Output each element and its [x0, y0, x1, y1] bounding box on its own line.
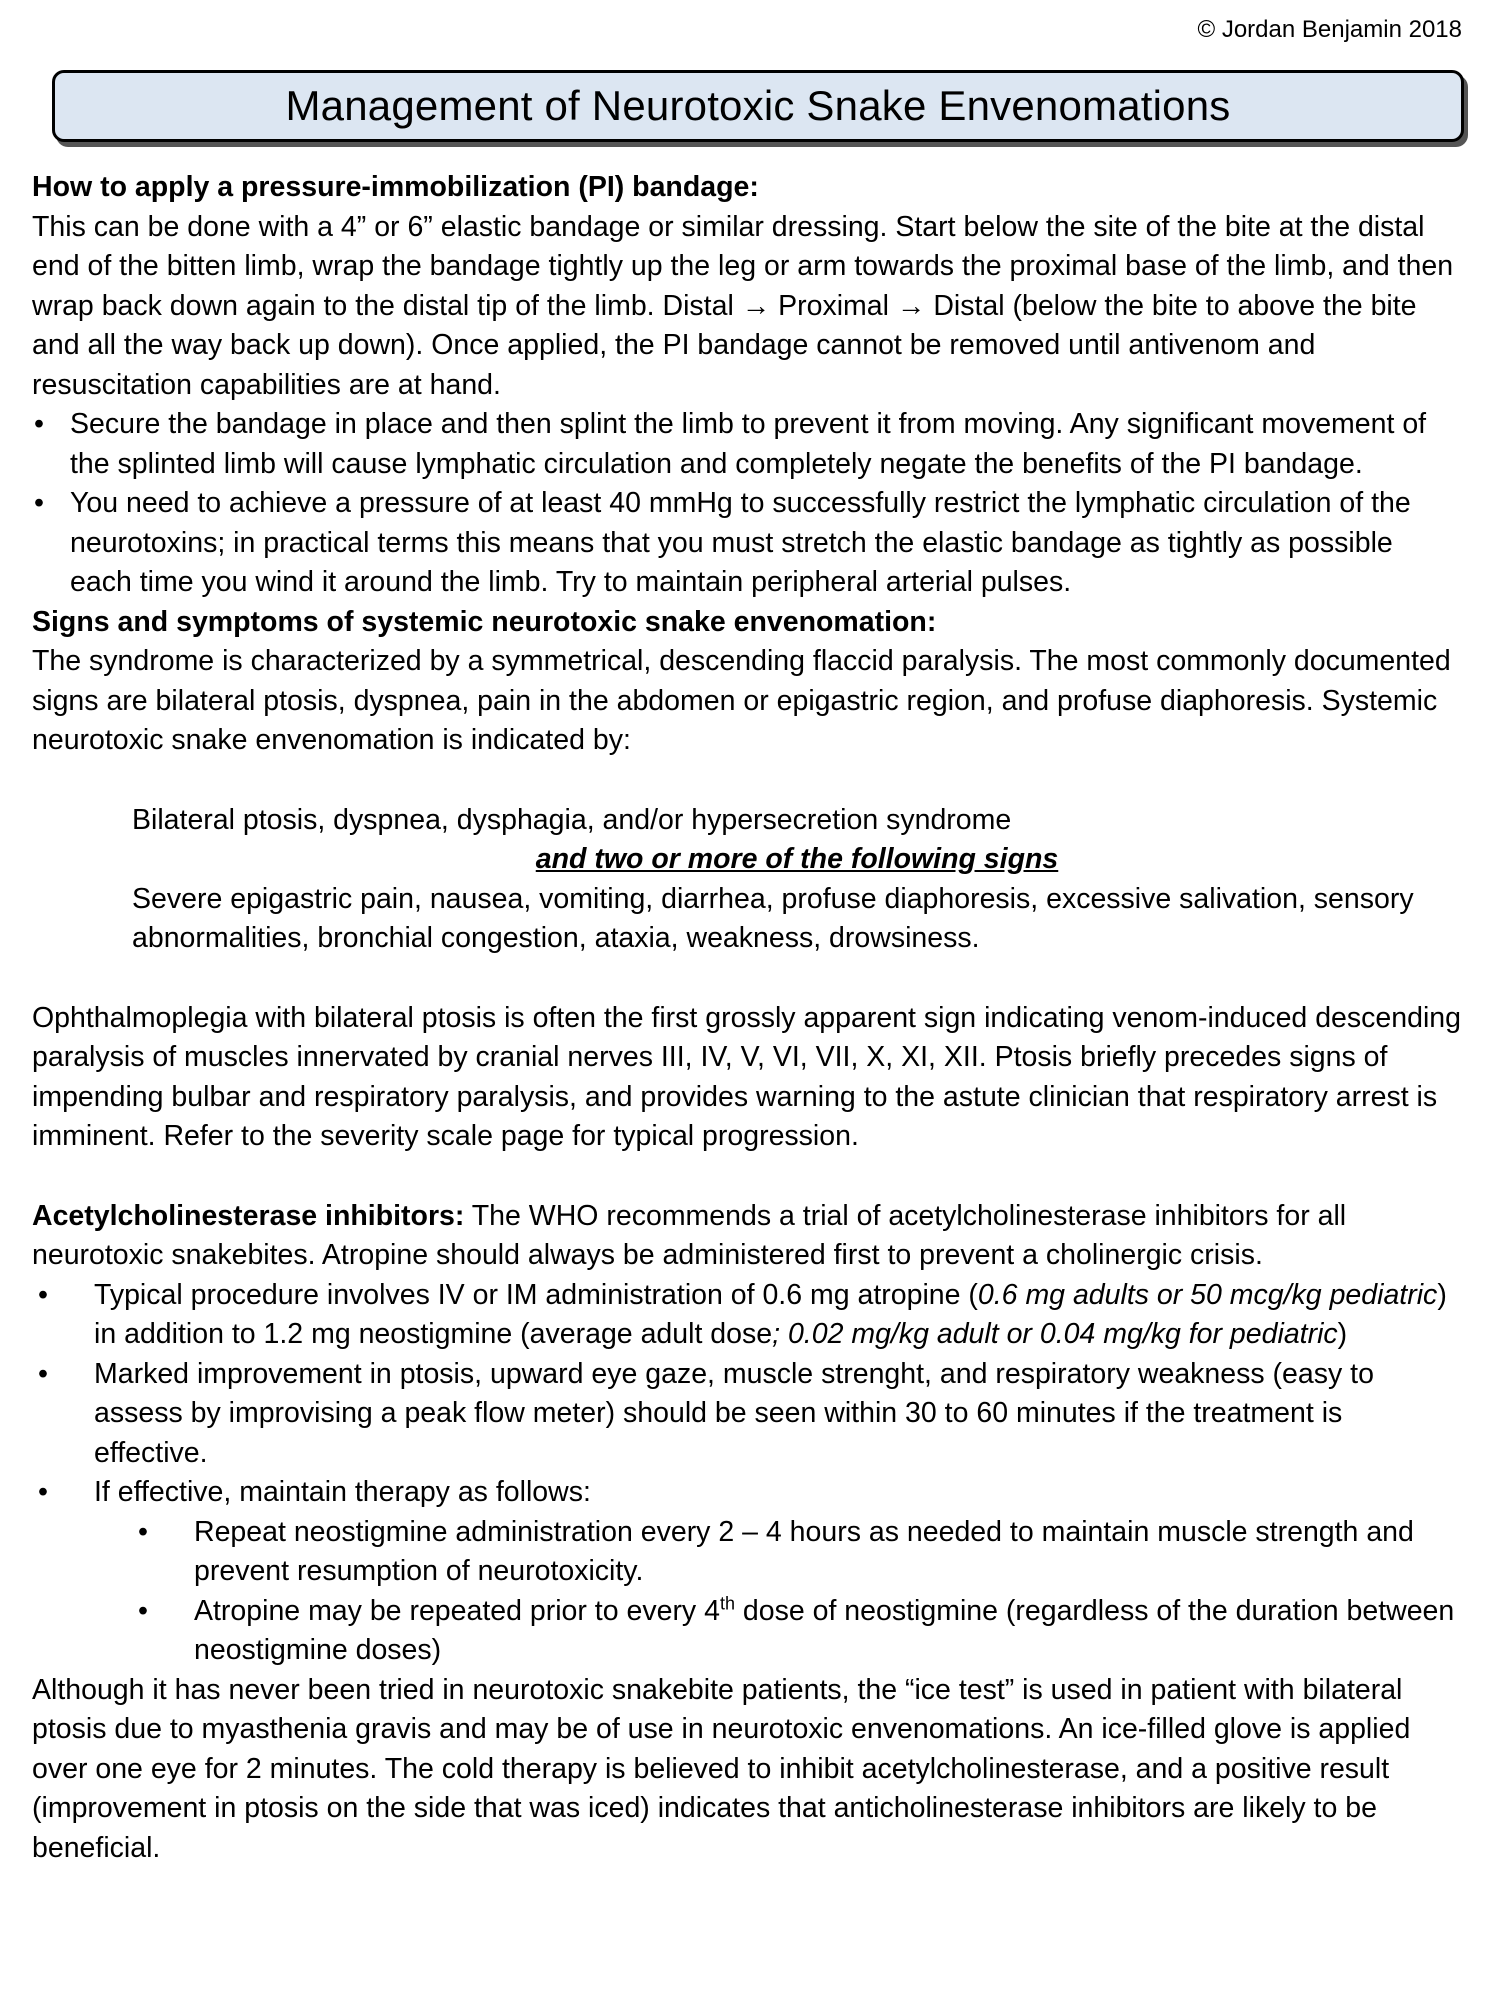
criteria-primary: Bilateral ptosis, dyspnea, dysphagia, and/or hypersecretion syndrome	[132, 803, 1012, 836]
page-title: Management of Neurotoxic Snake Envenomations	[285, 82, 1231, 129]
pi-bandage-section	[32, 168, 1462, 603]
pi-bandage-intro: This can be done with a 4” or 6” elastic bandage or similar dressing. Start below the site of the bite at the distal end of the bitten limb, wrap the bandage tightly up the leg or arm towards the proximal base of the limb, and then wrap back down again to the distal tip of the limb. Distal → Proximal → Distal (below the bite to above the bite and all the way back up down). Once applied, the PI bandage cannot be removed until antivenom and resuscitation capabilities are at hand.	[32, 210, 1454, 401]
pi-bandage-bullets	[32, 405, 1462, 603]
superscript: th	[719, 1593, 735, 1613]
text-run-italic: 0.6 mg adults or 50 mcg/kg pediatric	[977, 1278, 1438, 1311]
text-run: Typical procedure involves IV or IM administration of 0.6 mg atropine (	[94, 1278, 978, 1311]
text-run-italic: ; 0.02 mg/kg adult or 0.04 mg/kg for pediatric	[772, 1318, 1338, 1350]
list-item: • Marked improvement in ptosis, upward eye gaze, muscle strenght, and respiratory weakness (easy to assess by improvising a peak flow meter) should be seen within 30 to 60 minutes if the treatment is effective.	[32, 1355, 1462, 1474]
pi-bandage-heading: How to apply a pressure-immobilization (PI) bandage:	[32, 171, 759, 203]
title-banner	[52, 70, 1464, 142]
criteria-secondary: Severe epigastric pain, nausea, vomiting, diarrhea, profuse diaphoresis, excessive salivation, sensory abnormalities, bronchial congestion, ataxia, weakness, drowsiness.	[132, 882, 1414, 954]
list-item: • Secure the bandage in place and then splint the limb to prevent it from moving. Any significant movement of the splinted limb will cause lymphatic circulation and completely negate the benefits of the PI bandage.	[32, 405, 1462, 484]
list-item	[32, 1473, 1462, 1671]
ache-inhibitors-section	[32, 1197, 1462, 1869]
ache-intro-text: The WHO recommends a trial of acetylcholinesterase inhibitors for all neurotoxic snakebites. Atropine should always be administered first to prevent a cholinergic crisis.	[32, 1199, 1347, 1271]
list-item: • Repeat neostigmine administration every 2 – 4 hours as needed to maintain muscle strength and prevent resumption of neurotoxicity.	[194, 1513, 1462, 1592]
text-run: If effective, maintain therapy as follows:	[94, 1476, 591, 1508]
text-run: Atropine may be repeated prior to every 4	[194, 1594, 720, 1627]
ache-heading: Acetylcholinesterase inhibitors:	[32, 1199, 465, 1232]
maintenance-sub-bullets	[194, 1513, 1462, 1671]
ice-test-paragraph: Although it has never been tried in neurotoxic snakebite patients, the “ice test” is used in patient with bilateral ptosis due to myasthenia gravis and may be of use in neurotoxic envenomations. An ice-filled glove is applied over one eye for 2 minutes. The cold therapy is believed to inhibit acetylcholinesterase, and a positive result (improvement in ptosis on the side that was iced) indicates that anticholinesterase inhibitors are likely to be beneficial.	[32, 1673, 1411, 1864]
ache-bullets	[32, 1276, 1462, 1671]
document-body	[32, 168, 1462, 1868]
text-run: )	[1337, 1318, 1348, 1350]
signs-section	[32, 603, 1462, 1157]
text-run: ) in addition to 1.2 mg neostigmine (average adult dose	[94, 1278, 1447, 1350]
list-item: • You need to achieve a pressure of at least 40 mmHg to successfully restrict the lymphatic circulation of the neurotoxins; in practical terms this means that you must stretch the elastic bandage as tightly as possible each time you wind it around the limb. Try to maintain peripheral arterial pulses.	[32, 484, 1462, 603]
criteria-connector: and two or more of the following signs	[535, 843, 1059, 875]
list-item	[32, 1276, 1462, 1355]
text-run: dose of neostigmine (regardless of the duration between neostigmine doses)	[194, 1594, 1455, 1666]
criteria-block	[132, 801, 1462, 959]
ache-intro	[32, 1197, 1462, 1276]
list-item	[194, 1592, 1462, 1671]
signs-heading: Signs and symptoms of systemic neurotoxic snake envenomation:	[32, 605, 937, 638]
copyright-notice: © Jordan Benjamin 2018	[1197, 16, 1462, 43]
ophthalmoplegia-paragraph: Ophthalmoplegia with bilateral ptosis is often the first grossly apparent sign indicating venom-induced descending paralysis of muscles innervated by cranial nerves III, IV, V, VI, VII, X, XI, XII. Ptosis briefly precedes signs of impending bulbar and respiratory paralysis, and provides warning to the astute clinician that respiratory arrest is imminent. Refer to the severity scale page for typical progression.	[32, 1001, 1461, 1152]
signs-intro: The syndrome is characterized by a symmetrical, descending flaccid paralysis. The most commonly documented signs are bilateral ptosis, dyspnea, pain in the abdomen or epigastric region, and profuse diaphoresis. Systemic neurotoxic snake envenomation is indicated by:	[32, 645, 1451, 756]
